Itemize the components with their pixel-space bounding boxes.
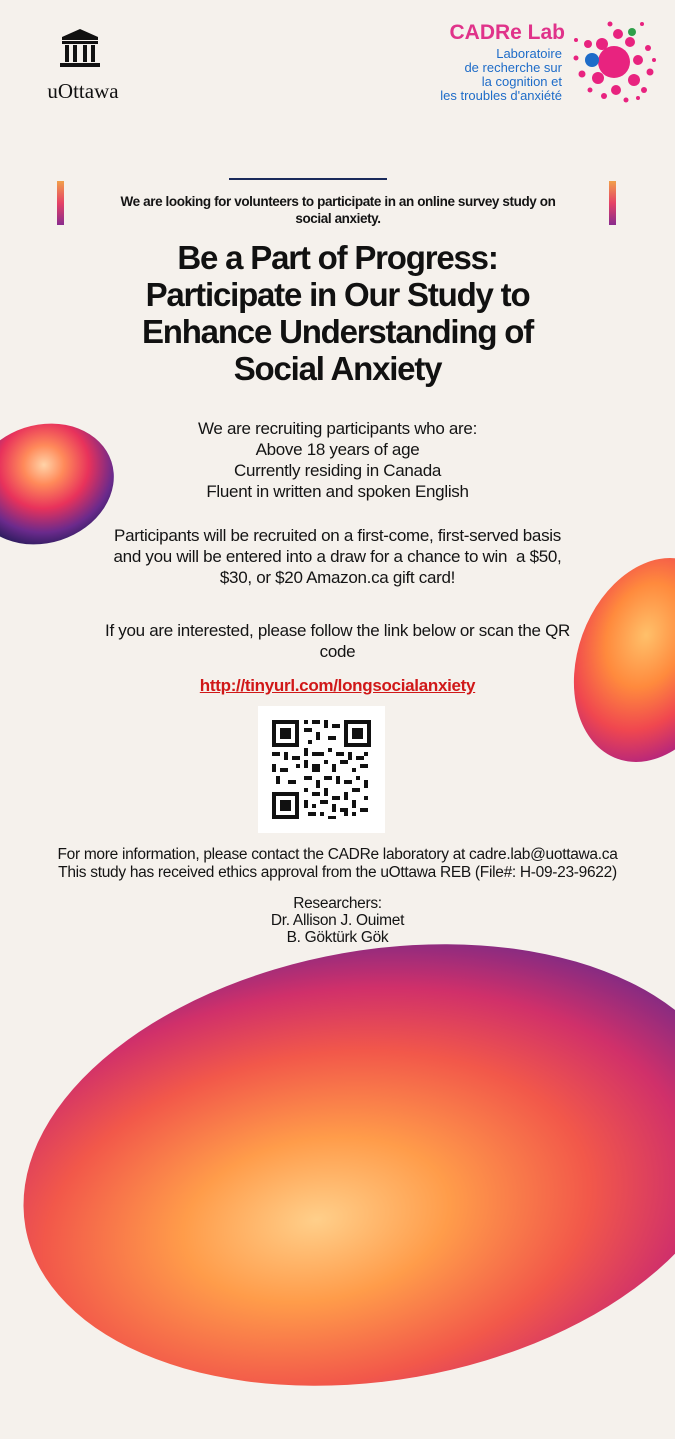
headline-line: Social Anxiety [233, 350, 442, 387]
draw-info-line: $30, or $20 Amazon.ca gift card! [219, 568, 456, 587]
survey-link[interactable]: http://tinyurl.com/longsocialanxiety [199, 676, 476, 695]
intro-line: We are looking for volunteers to participate in an online survey study on [120, 194, 556, 209]
criteria-item: Fluent in written and spoken English [206, 482, 469, 501]
interest-prompt [55, 620, 620, 662]
university-name: uOttawa [47, 79, 119, 103]
top-divider [229, 178, 387, 180]
intro-line: social anxiety. [295, 211, 381, 226]
uottawa-crest-icon [58, 27, 102, 71]
lab-subtitle-line: la cognition et [481, 74, 562, 89]
researcher-name: Dr. Allison J. Ouimet [270, 912, 405, 929]
researcher-name: B. Göktürk Gök [286, 929, 389, 946]
draw-info-line: and you will be entered into a draw for a chance to win a $50, [113, 547, 562, 566]
accent-bar-right [609, 181, 616, 225]
criteria-item: Above 18 years of age [255, 440, 420, 459]
ethics-line: This study has received ethics approval from the uOttawa REB (File#: H-09-23-9622) [58, 864, 617, 881]
lab-subtitle [390, 47, 562, 103]
draw-info-line: Participants will be recruited on a first-come, first-served basis [114, 526, 561, 545]
accent-bar-left [57, 181, 64, 225]
criteria-item: Currently residing in Canada [233, 461, 442, 480]
lab-subtitle-line: les troubles d'anxiété [440, 88, 562, 103]
cadre-lab-logo-icon [568, 18, 658, 104]
lab-name: CADRe Lab [449, 21, 565, 44]
headline [40, 239, 635, 387]
contact-info [0, 846, 675, 882]
qr-code-icon [258, 706, 385, 833]
draw-info [90, 525, 585, 588]
researchers [0, 895, 675, 946]
headline-line: Be a Part of Progress: [177, 239, 498, 276]
decorative-gradient-blob-bottom [0, 891, 675, 1439]
interest-line: code [319, 642, 356, 661]
eligibility-criteria [0, 418, 675, 502]
lab-subtitle-line: Laboratoire [496, 46, 562, 61]
contact-line: For more information, please contact the CADRe laboratory at cadre.lab@uottawa.ca [57, 846, 618, 863]
criteria-heading: We are recruiting participants who are: [197, 419, 477, 438]
headline-line: Participate in Our Study to [145, 276, 530, 313]
interest-line: If you are interested, please follow the link below or scan the QR [105, 621, 570, 640]
qr-code [258, 706, 385, 833]
intro-text [78, 193, 598, 227]
headline-line: Enhance Understanding of [141, 313, 534, 350]
researchers-heading: Researchers: [293, 895, 382, 912]
lab-subtitle-line: de recherche sur [464, 60, 562, 75]
